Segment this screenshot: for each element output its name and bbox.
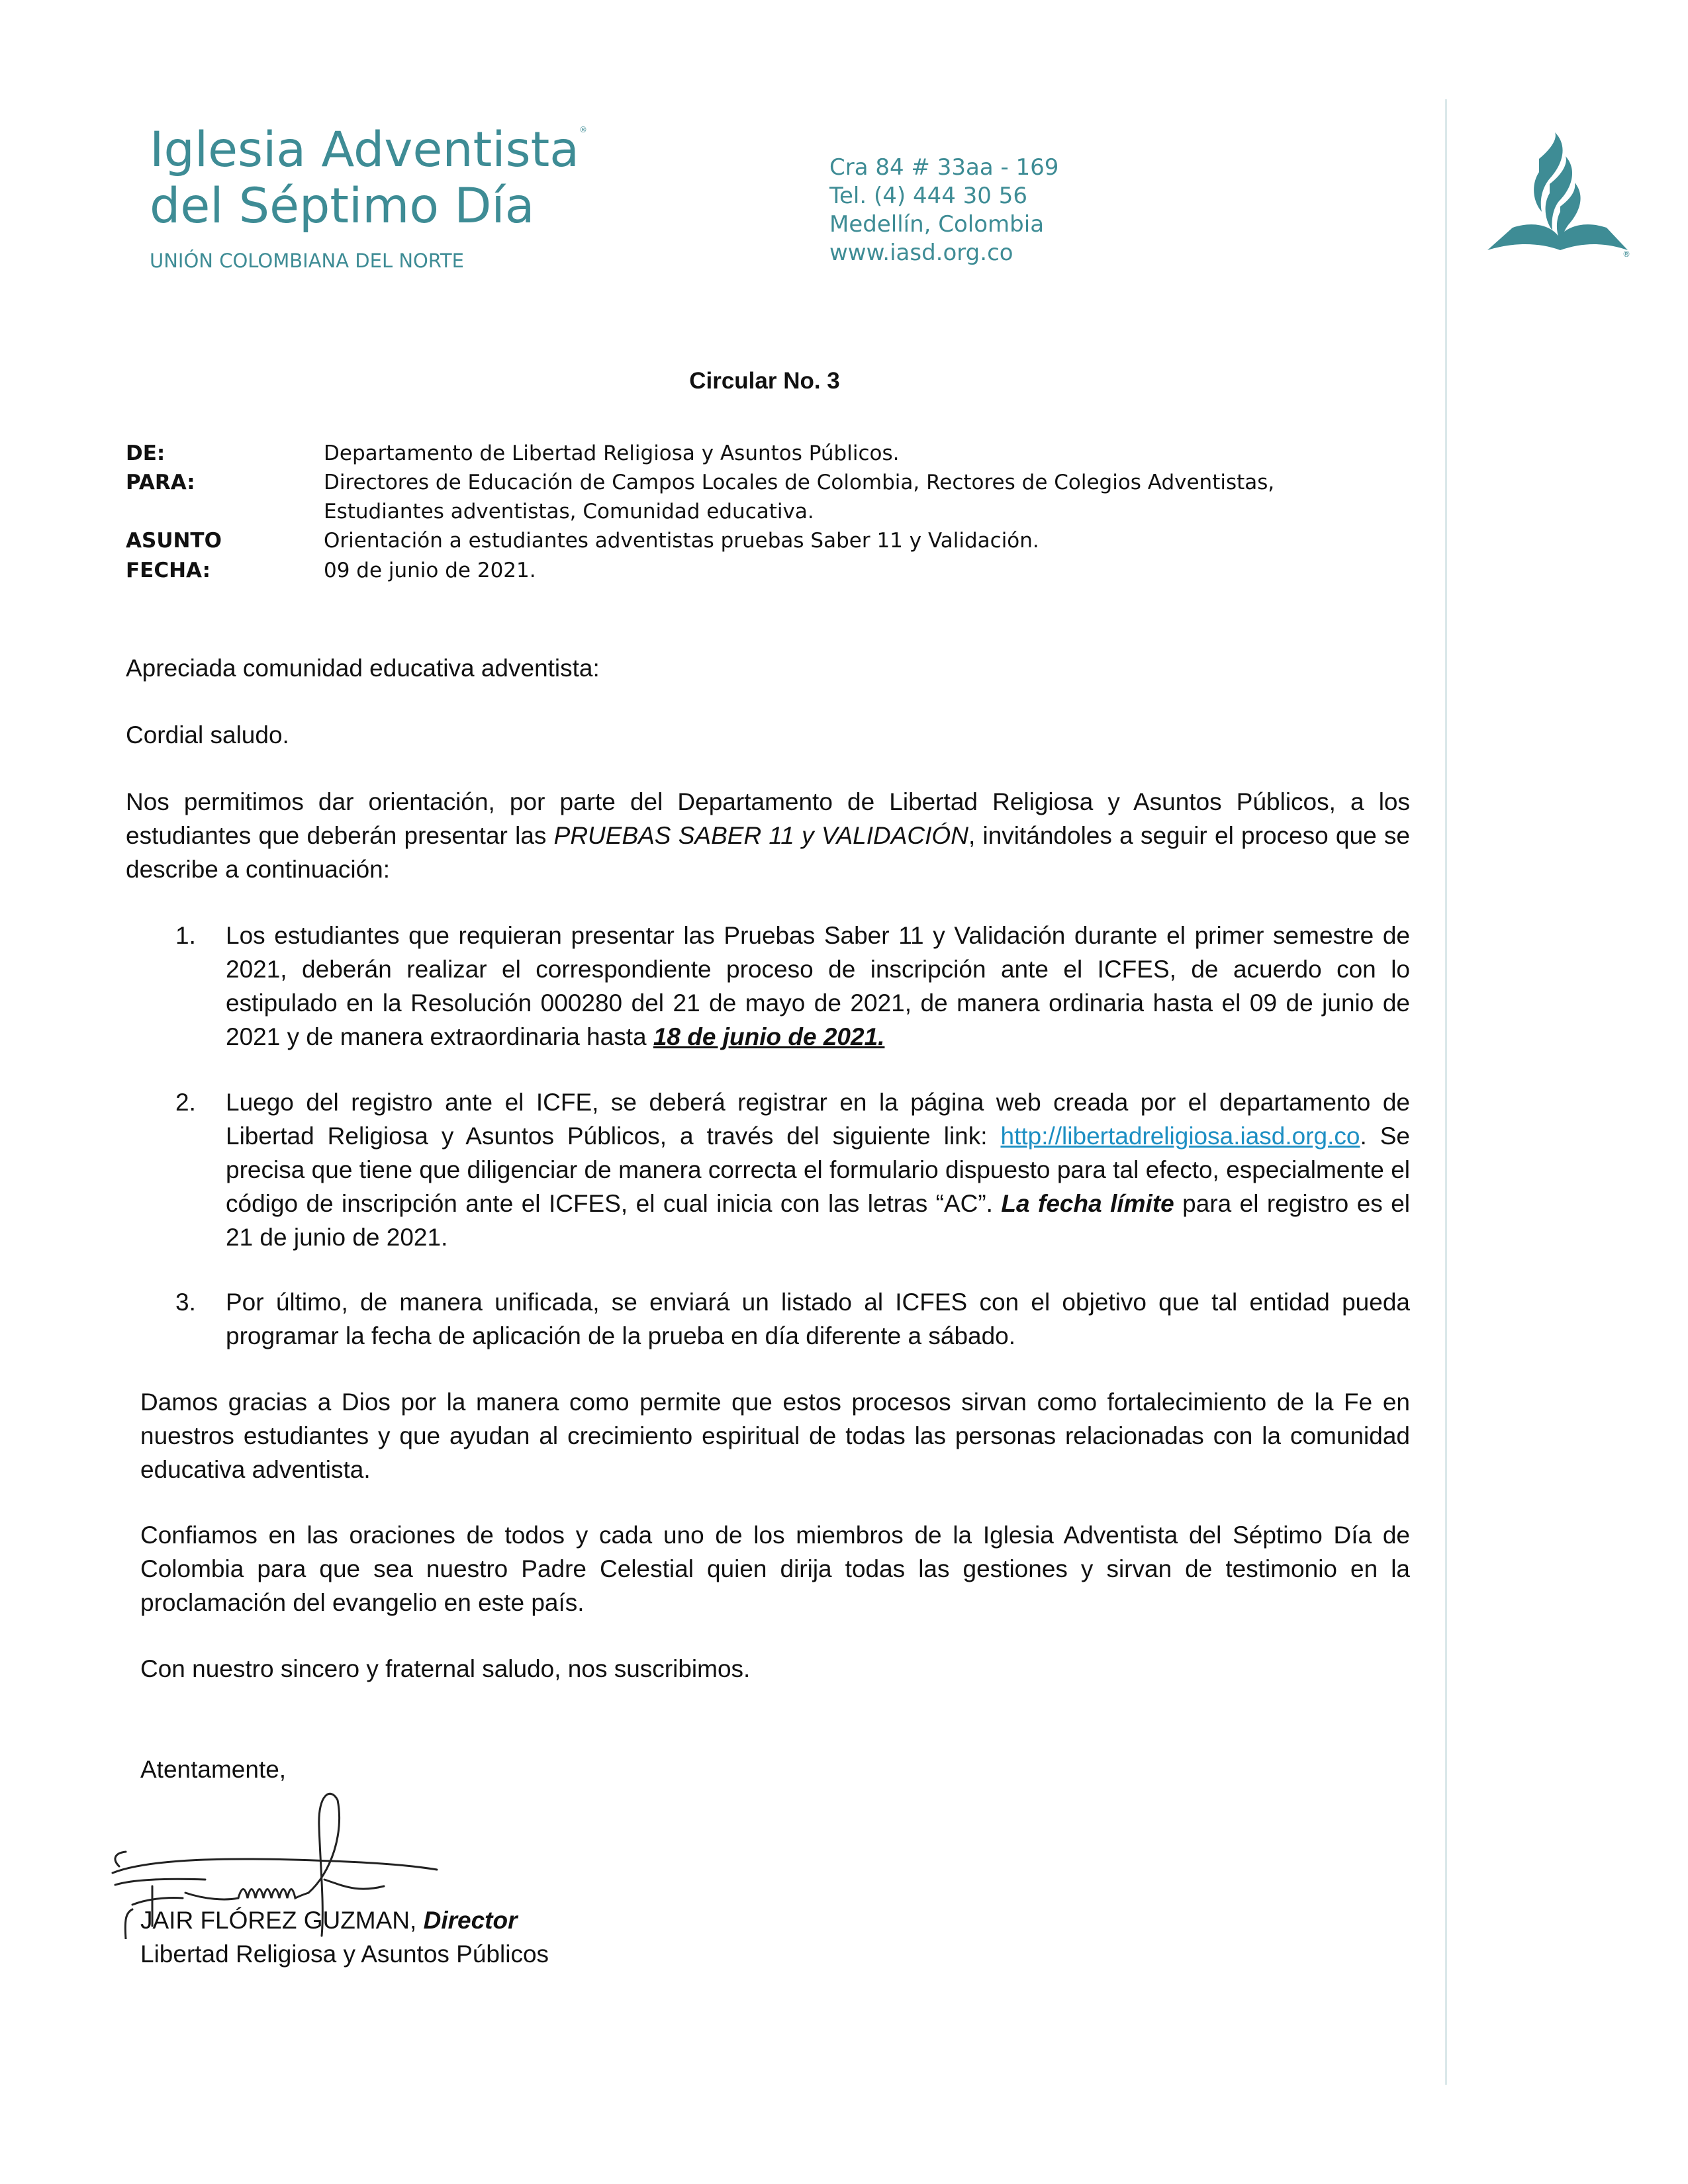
sign-off: Atentamente, xyxy=(140,1756,287,1783)
greeting: Apreciada comunidad educativa adventista: xyxy=(126,655,600,682)
list-item-number: 3. xyxy=(175,1289,196,1316)
intro-paragraph: Nos permitimos dar orientación, por parte del Departamento de Libertad Religiosa y Asuntos Públicos, a los estudiantes que deberán presentar las PRUEBAS SABER 11 y VALIDACIÓN, invitándoles a seguir el proceso que se describe a continuación: xyxy=(126,788,1410,883)
city: Medellín, Colombia xyxy=(829,211,1045,238)
para-value-line-2: Estudiantes adventistas, Comunidad educativa. xyxy=(324,500,814,523)
logo-registered-mark: ® xyxy=(1622,250,1630,258)
deadline-emphasis: La fecha límite xyxy=(1001,1190,1174,1217)
asunto-label: ASUNTO xyxy=(126,529,222,553)
de-value: Departamento de Libertad Religiosa y Asuntos Públicos. xyxy=(324,441,900,465)
gratitude-paragraph: Damos gracias a Dios por la manera como permite que estos procesos sirvan como fortalecimiento de la Fe en nuestros estudiantes y que ayudan al crecimiento espiritual de todas las personas relacionadas con la comunidad educativa adventista. xyxy=(140,1388,1410,1483)
list-item-number: 1. xyxy=(175,922,196,949)
registration-link[interactable]: http://libertadreligiosa.iasd.org.co xyxy=(1000,1122,1360,1150)
prayers-paragraph: Confiamos en las oraciones de todos y cada uno de los miembros de la Iglesia Adventista del Séptimo Día de Colombia para que sea nuestro Padre Celestial quien dirija todas las gestiones y sirvan de testimonio en la proclamación del evangelio en este país. xyxy=(140,1522,1410,1616)
salutation: Cordial saludo. xyxy=(126,721,289,749)
union-name: UNIÓN COLOMBIANA DEL NORTE xyxy=(150,250,464,272)
intro-emphasis: PRUEBAS SABER 11 y VALIDACIÓN xyxy=(553,822,968,849)
letterhead xyxy=(150,122,626,285)
list-item: 1. Los estudiantes que requieran presentar las Pruebas Saber 11 y Validación durante el primer semestre de 2021, deberán realizar el correspondiente proceso de inscripción ante el ICFES, de acuerdo con lo estipulado en la Resolución 000280 del 21 de mayo de 2021, de manera ordinaria hasta el 09 de junio de 2021 y de manera extraordinaria hasta 18 de junio de 2021. xyxy=(126,919,1410,1054)
closing: Con nuestro sincero y fraternal saludo, nos suscribimos. xyxy=(140,1655,751,1682)
fecha-label: FECHA: xyxy=(126,559,211,582)
para-label: PARA: xyxy=(126,471,195,494)
asunto-value: Orientación a estudiantes adventistas pruebas Saber 11 y Validación. xyxy=(324,529,1039,553)
adventist-flame-bible-logo-icon xyxy=(1486,132,1632,258)
signer-name: JAIR FLÓREZ GUZMAN xyxy=(140,1907,410,1934)
address: Cra 84 # 33aa - 169 xyxy=(829,154,1059,181)
circular-title: Circular No. 3 xyxy=(689,368,840,394)
brand-name-line-2: del Séptimo Día xyxy=(150,178,535,234)
phone: Tel. (4) 444 30 56 xyxy=(829,183,1027,209)
list-item: 2. Luego del registro ante el ICFE, se deberá registrar en la página web creada por el departamento de Libertad Religiosa y Asuntos Públicos, a través del siguiente link: http://libertadreligiosa.iasd.org.co. Se precisa que tiene que diligenciar de manera correcta el formulario dispuesto para tal efecto, especialmente el código de inscripción ante el ICFES, el cual inicia con las letras “AC”. La fecha límite para el registro es el 21 de junio de 2021. xyxy=(126,1085,1410,1254)
list-item-number: 2. xyxy=(175,1089,196,1116)
extraordinary-deadline: 18 de junio de 2021. xyxy=(653,1023,885,1050)
signer-line: JAIR FLÓREZ GUZMAN, Director xyxy=(140,1907,518,1934)
para-value-line-1: Directores de Educación de Campos Locales de Colombia, Rectores de Colegios Adventistas, xyxy=(324,471,1275,494)
website: www.iasd.org.co xyxy=(829,240,1013,266)
contact-block xyxy=(829,154,1160,267)
registered-mark: ® xyxy=(579,125,587,134)
de-label: DE: xyxy=(126,441,165,465)
signer-role: Director xyxy=(423,1907,518,1934)
brand-name-line-1: Iglesia Adventista® xyxy=(150,122,587,178)
list-item: 3. Por último, de manera unificada, se enviará un listado al ICFES con el objetivo que tal entidad pueda programar la fecha de aplicación de la prueba en día diferente a sábado. xyxy=(126,1285,1410,1353)
signer-department: Libertad Religiosa y Asuntos Públicos xyxy=(140,1940,549,1968)
right-margin-rule xyxy=(1445,99,1447,2085)
fecha-value: 09 de junio de 2021. xyxy=(324,559,536,582)
